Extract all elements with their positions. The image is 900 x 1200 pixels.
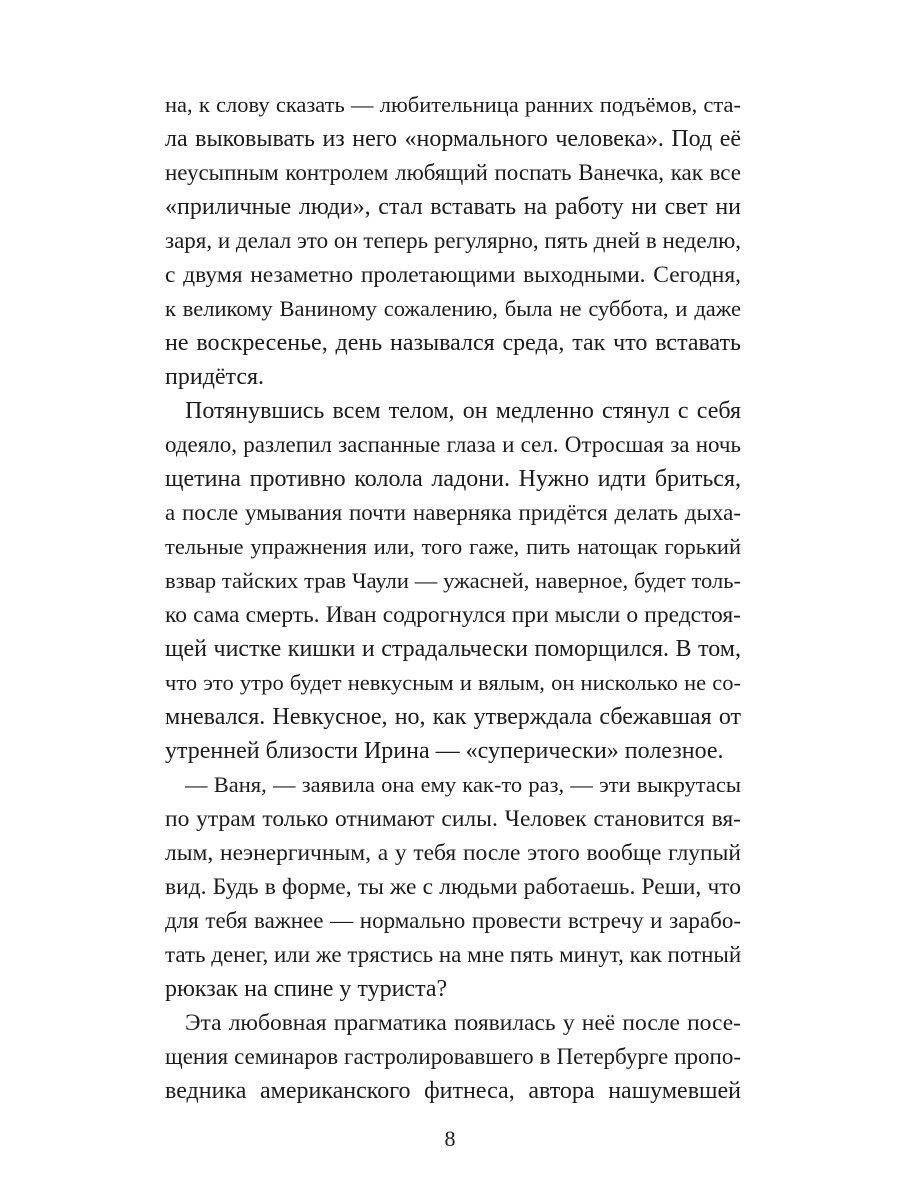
text-line: щей чистке кишки и страдальчески поморщился. В том, <box>165 636 741 662</box>
text-line: щения семинаров гастролировавшего в Петербурге пропо- <box>165 1044 741 1069</box>
text-line: неусыпным контролем любящий поспать Ванечка, как все <box>165 160 741 185</box>
text-line: а после умывания почти наверняка придётся делать дыха- <box>165 500 741 525</box>
text-line: не воскресенье, день назывался среда, так что вставать <box>165 330 741 356</box>
text-line: для тебя важнее — нормально провести встречу и зарабо- <box>165 908 741 933</box>
text-line: к великому Ваниному сожалению, была не суббота, и даже <box>165 296 741 321</box>
text-line: придётся. <box>165 364 265 390</box>
text-line: одеяло, разлепил заспанные глаза и сел. Отросшая за ночь <box>165 432 741 457</box>
text-line: рюкзак на спине у туриста? <box>165 976 448 1002</box>
text-line: щетина противно колола ладони. Нужно идти бриться, <box>165 466 741 492</box>
text-line: заря, и делал это он теперь регулярно, пять дней в неделю, <box>165 228 741 253</box>
text-line: взвар тайских трав Чаули — ужасней, наверное, будет толь- <box>165 568 741 593</box>
text-line: лым, неэнергичным, а у тебя после этого вообще глупый <box>165 840 741 866</box>
text-line: тельные упражнения или, того гаже, пить натощак горький <box>165 534 741 559</box>
text-line: на, к слову сказать — любительница ранних подъёмов, ста- <box>165 92 741 117</box>
text-line: вид. Будь в форме, ты же с людьми работаешь. Реши, что <box>165 874 741 900</box>
text-line: ведника американского фитнеса, автора нашумевшей <box>165 1078 741 1104</box>
page-number: 8 <box>444 1126 456 1151</box>
page-text <box>165 88 741 1108</box>
text-line: тать денег, или же трястись на мне пять минут, как потный <box>165 942 742 967</box>
text-line: — Ваня, — заявила она ему как-то раз, — эти выкрутасы <box>185 772 741 797</box>
text-line: «приличные люди», стал вставать на работу ни свет ни <box>165 194 741 220</box>
text-line: Эта любовная прагматика появилась у неё после посе- <box>185 1010 741 1036</box>
text-line: ко сама смерть. Иван содрогнулся при мысли о предстоя- <box>165 602 741 628</box>
text-line: Потянувшись всем телом, он медленно стянул с себя <box>185 398 741 424</box>
text-line: утренней близости Ирина — «суперически» полезное. <box>165 738 724 764</box>
text-line: по утрам только отнимают силы. Человек становится вя- <box>165 806 741 832</box>
text-line: с двумя незаметно пролетающими выходными. Сегодня, <box>165 262 741 288</box>
text-line: ла выковывать из него «нормального человека». Под её <box>165 126 741 152</box>
text-line: мневался. Невкусное, но, как утверждала сбежавшая от <box>165 704 741 730</box>
text-line: что это утро будет невкусным и вялым, он нисколько не со- <box>165 670 741 695</box>
